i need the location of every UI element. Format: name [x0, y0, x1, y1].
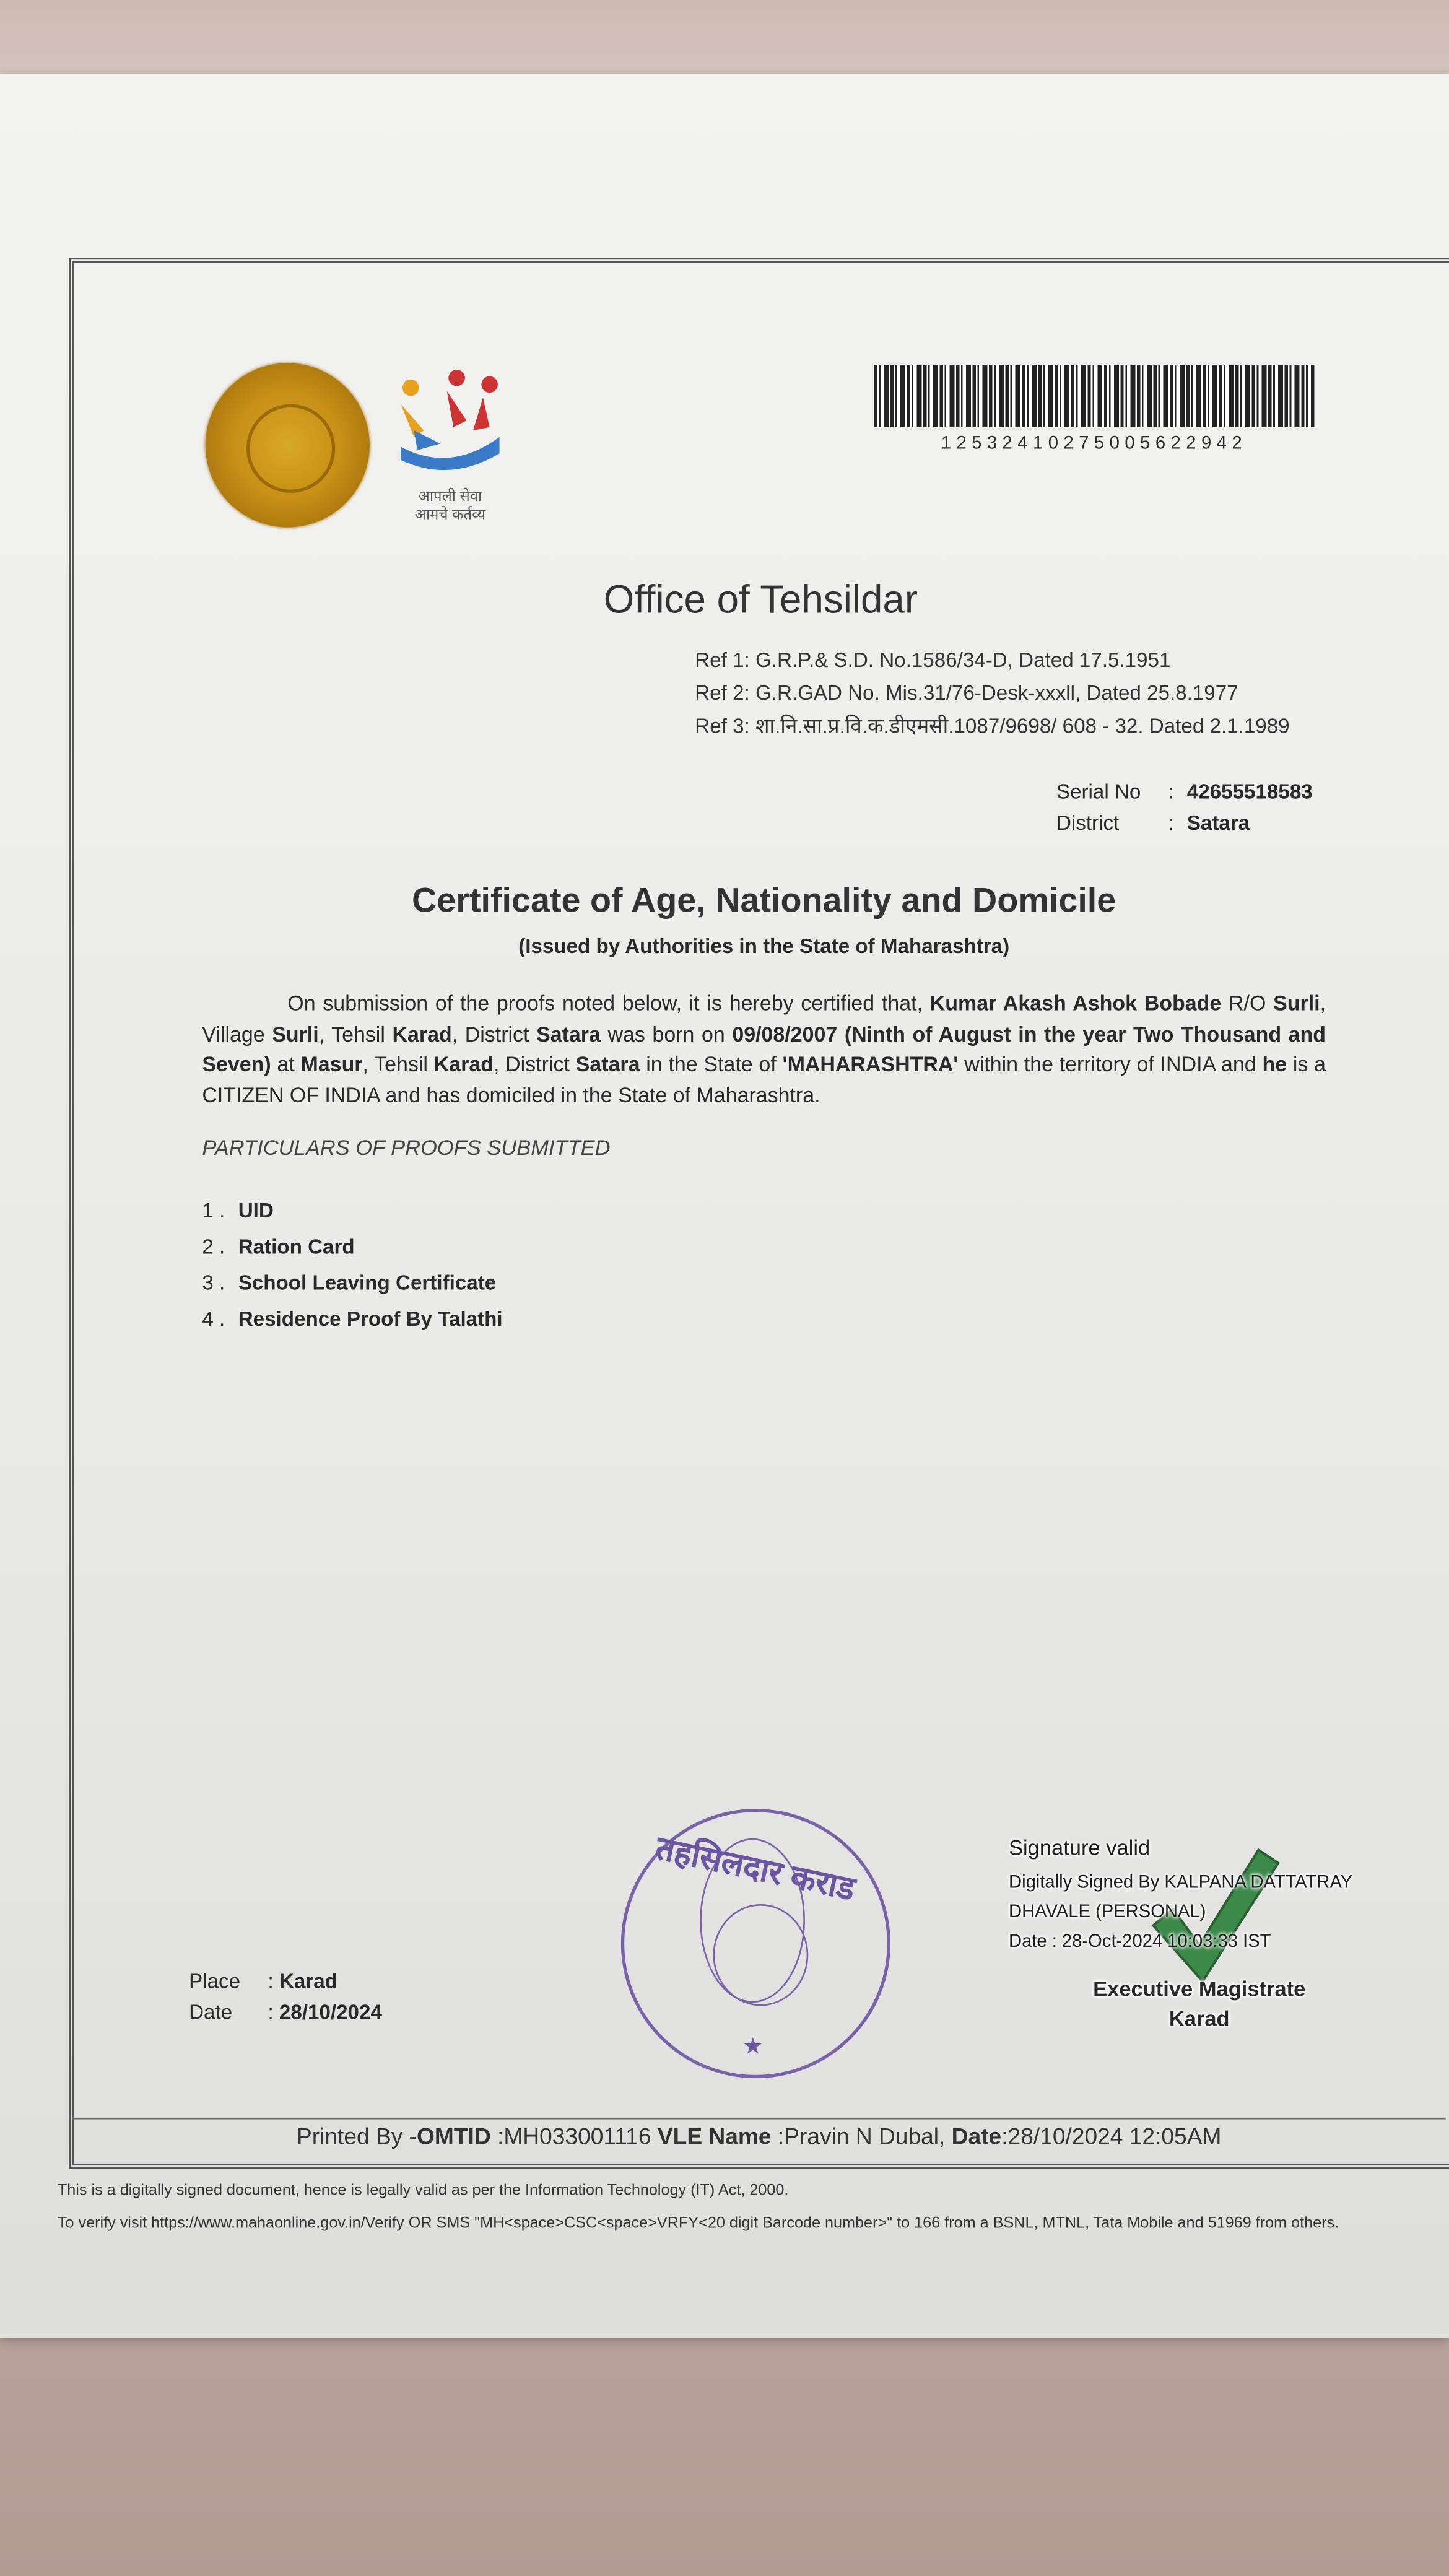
- logo-caption-2: आमचे कर्तव्य: [414, 506, 486, 523]
- signer-line-2: DHAVALE (PERSONAL): [1009, 1902, 1206, 1923]
- item-label: Ration Card: [238, 1235, 355, 1259]
- place-value: Karad: [279, 1970, 337, 1993]
- district-label: District: [1056, 811, 1120, 835]
- disclaimer-line-1: This is a digitally signed document, hence is legally valid as per the Information Technology (IT) Act, 2000.: [57, 2182, 789, 2200]
- list-item: [202, 1301, 502, 1337]
- place-date-block: Place : Karad Date : 28/10/2024: [189, 1967, 382, 2029]
- office-title: Office of Tehsildar: [603, 578, 918, 623]
- date-of-birth: 09/08/2007 (Ninth of August in the year Two Thousand and Seven): [202, 1020, 1326, 1076]
- star-icon: ★: [742, 2032, 764, 2059]
- particulars-heading: PARTICULARS OF PROOFS SUBMITTED: [202, 1135, 611, 1160]
- government-seal-icon: [206, 363, 370, 527]
- body-text: , District: [493, 1051, 576, 1076]
- proofs-list: [202, 1193, 502, 1337]
- item-label: School Leaving Certificate: [238, 1271, 497, 1295]
- digital-signature-block: [1009, 1834, 1352, 1957]
- signer-line-1: Digitally Signed By KALPANA DATTATRAY: [1009, 1873, 1353, 1893]
- body-text: On submission of the proofs noted below, it is hereby certified that,: [287, 990, 930, 1016]
- vle-label: VLE Name: [657, 2122, 772, 2149]
- designation-block: [1051, 1975, 1347, 2034]
- tehsildar-stamp: [621, 1809, 890, 2078]
- ref-2: Ref 2: G.R.GAD No. Mis.31/76-Desk-xxxll, Dated 25.8.1977: [695, 682, 1238, 705]
- barcode-number: 12532410275005622942: [941, 433, 1248, 454]
- printed-date-value: :28/10/2024 12:05AM: [1001, 2122, 1222, 2149]
- district-value: Satara: [1186, 811, 1250, 835]
- printed-prefix: Printed By -: [296, 2122, 417, 2149]
- item-number: 2 .: [202, 1235, 225, 1259]
- omtid-label: OMTID: [417, 2122, 491, 2149]
- serial-district-block: Serial No : 42655518583 District : Satara: [1056, 777, 1313, 840]
- ashoka-emblem-icon: [713, 1904, 808, 2006]
- tehsil: Karad: [392, 1020, 452, 1046]
- people-hand-logo-icon: [391, 365, 509, 480]
- pronoun: he: [1262, 1051, 1287, 1076]
- body-text: is a CITIZEN OF INDIA and has domiciled in the State of Maharashtra.: [202, 1051, 1326, 1107]
- designation: Executive Magistrate: [1093, 1976, 1306, 2001]
- item-number: 1 .: [202, 1199, 225, 1222]
- logo-caption-1: आपली सेवा: [418, 487, 482, 505]
- designation-location: Karad: [1168, 2006, 1230, 2031]
- ref-3: Ref 3: शा.नि.सा.प्र.वि.क.डीएमसी.1087/9698/ 608 - 32. Dated 2.1.1989: [695, 715, 1290, 738]
- printed-by-line: [72, 2118, 1446, 2149]
- body-text: , Tehsil: [318, 1020, 393, 1046]
- body-text: at: [271, 1051, 301, 1076]
- body-text: within the territory of INDIA and: [958, 1051, 1263, 1076]
- omtid-value: :MH033001116: [490, 2122, 658, 2149]
- barcode: [874, 365, 1314, 427]
- aapli-seva-logo: [391, 365, 509, 539]
- body-text: in the State of: [640, 1051, 783, 1076]
- state: 'MAHARASHTRA': [782, 1051, 959, 1076]
- holder-name: Kumar Akash Ashok Bobade: [929, 990, 1222, 1016]
- village: Surli: [272, 1020, 319, 1046]
- birth-district: Satara: [575, 1051, 640, 1076]
- disclaimer: [58, 2175, 1446, 2241]
- place-label: Place: [189, 1970, 241, 1993]
- date-value: 28/10/2024: [279, 2001, 382, 2024]
- district: Satara: [536, 1020, 601, 1046]
- birthplace: Masur: [300, 1051, 363, 1076]
- body-text: , Village: [202, 990, 1326, 1046]
- references: [695, 644, 1289, 742]
- body-text: , Tehsil: [362, 1051, 434, 1076]
- body-text: was born on: [600, 1020, 733, 1046]
- signature-status: Signature valid: [1009, 1835, 1151, 1860]
- residence: Surli: [1273, 990, 1320, 1016]
- item-number: 3 .: [202, 1271, 225, 1295]
- date-label: Date: [189, 2001, 233, 2024]
- item-label: Residence Proof By Talathi: [238, 1307, 503, 1331]
- certificate-title: Certificate of Age, Nationality and Domicile: [412, 882, 1116, 920]
- ref-1: Ref 1: G.R.P.& S.D. No.1586/34-D, Dated 17.5.1951: [695, 648, 1171, 672]
- serial-value: 42655518583: [1186, 780, 1313, 804]
- item-label: UID: [238, 1199, 274, 1222]
- stamp-text: तहसिलदार कराड: [652, 1830, 858, 1908]
- disclaimer-line-2: To verify visit https://www.mahaonline.gov.in/Verify OR SMS "MH<space>CSC<space>VRFY<20 digit Barcode number>" to 166 from a BSNL, MTNL, Tata Mobile and 51969 from others.: [57, 2214, 1339, 2233]
- serial-label: Serial No: [1056, 780, 1141, 804]
- printed-date-label: Date: [951, 2122, 1002, 2149]
- certificate-body: [202, 989, 1326, 1110]
- list-item: [202, 1265, 502, 1301]
- vle-value: :Pravin N Dubal,: [771, 2122, 952, 2149]
- list-item: [202, 1193, 502, 1229]
- birth-tehsil: Karad: [433, 1051, 494, 1076]
- body-text: , District: [451, 1020, 537, 1046]
- signature-date: Date : 28-Oct-2024 10:03:33 IST: [1009, 1932, 1271, 1952]
- list-item: [202, 1229, 502, 1265]
- item-number: 4 .: [202, 1307, 225, 1331]
- certificate-subtitle: (Issued by Authorities in the State of Maharashtra): [518, 934, 1010, 958]
- body-text: R/O: [1221, 990, 1274, 1016]
